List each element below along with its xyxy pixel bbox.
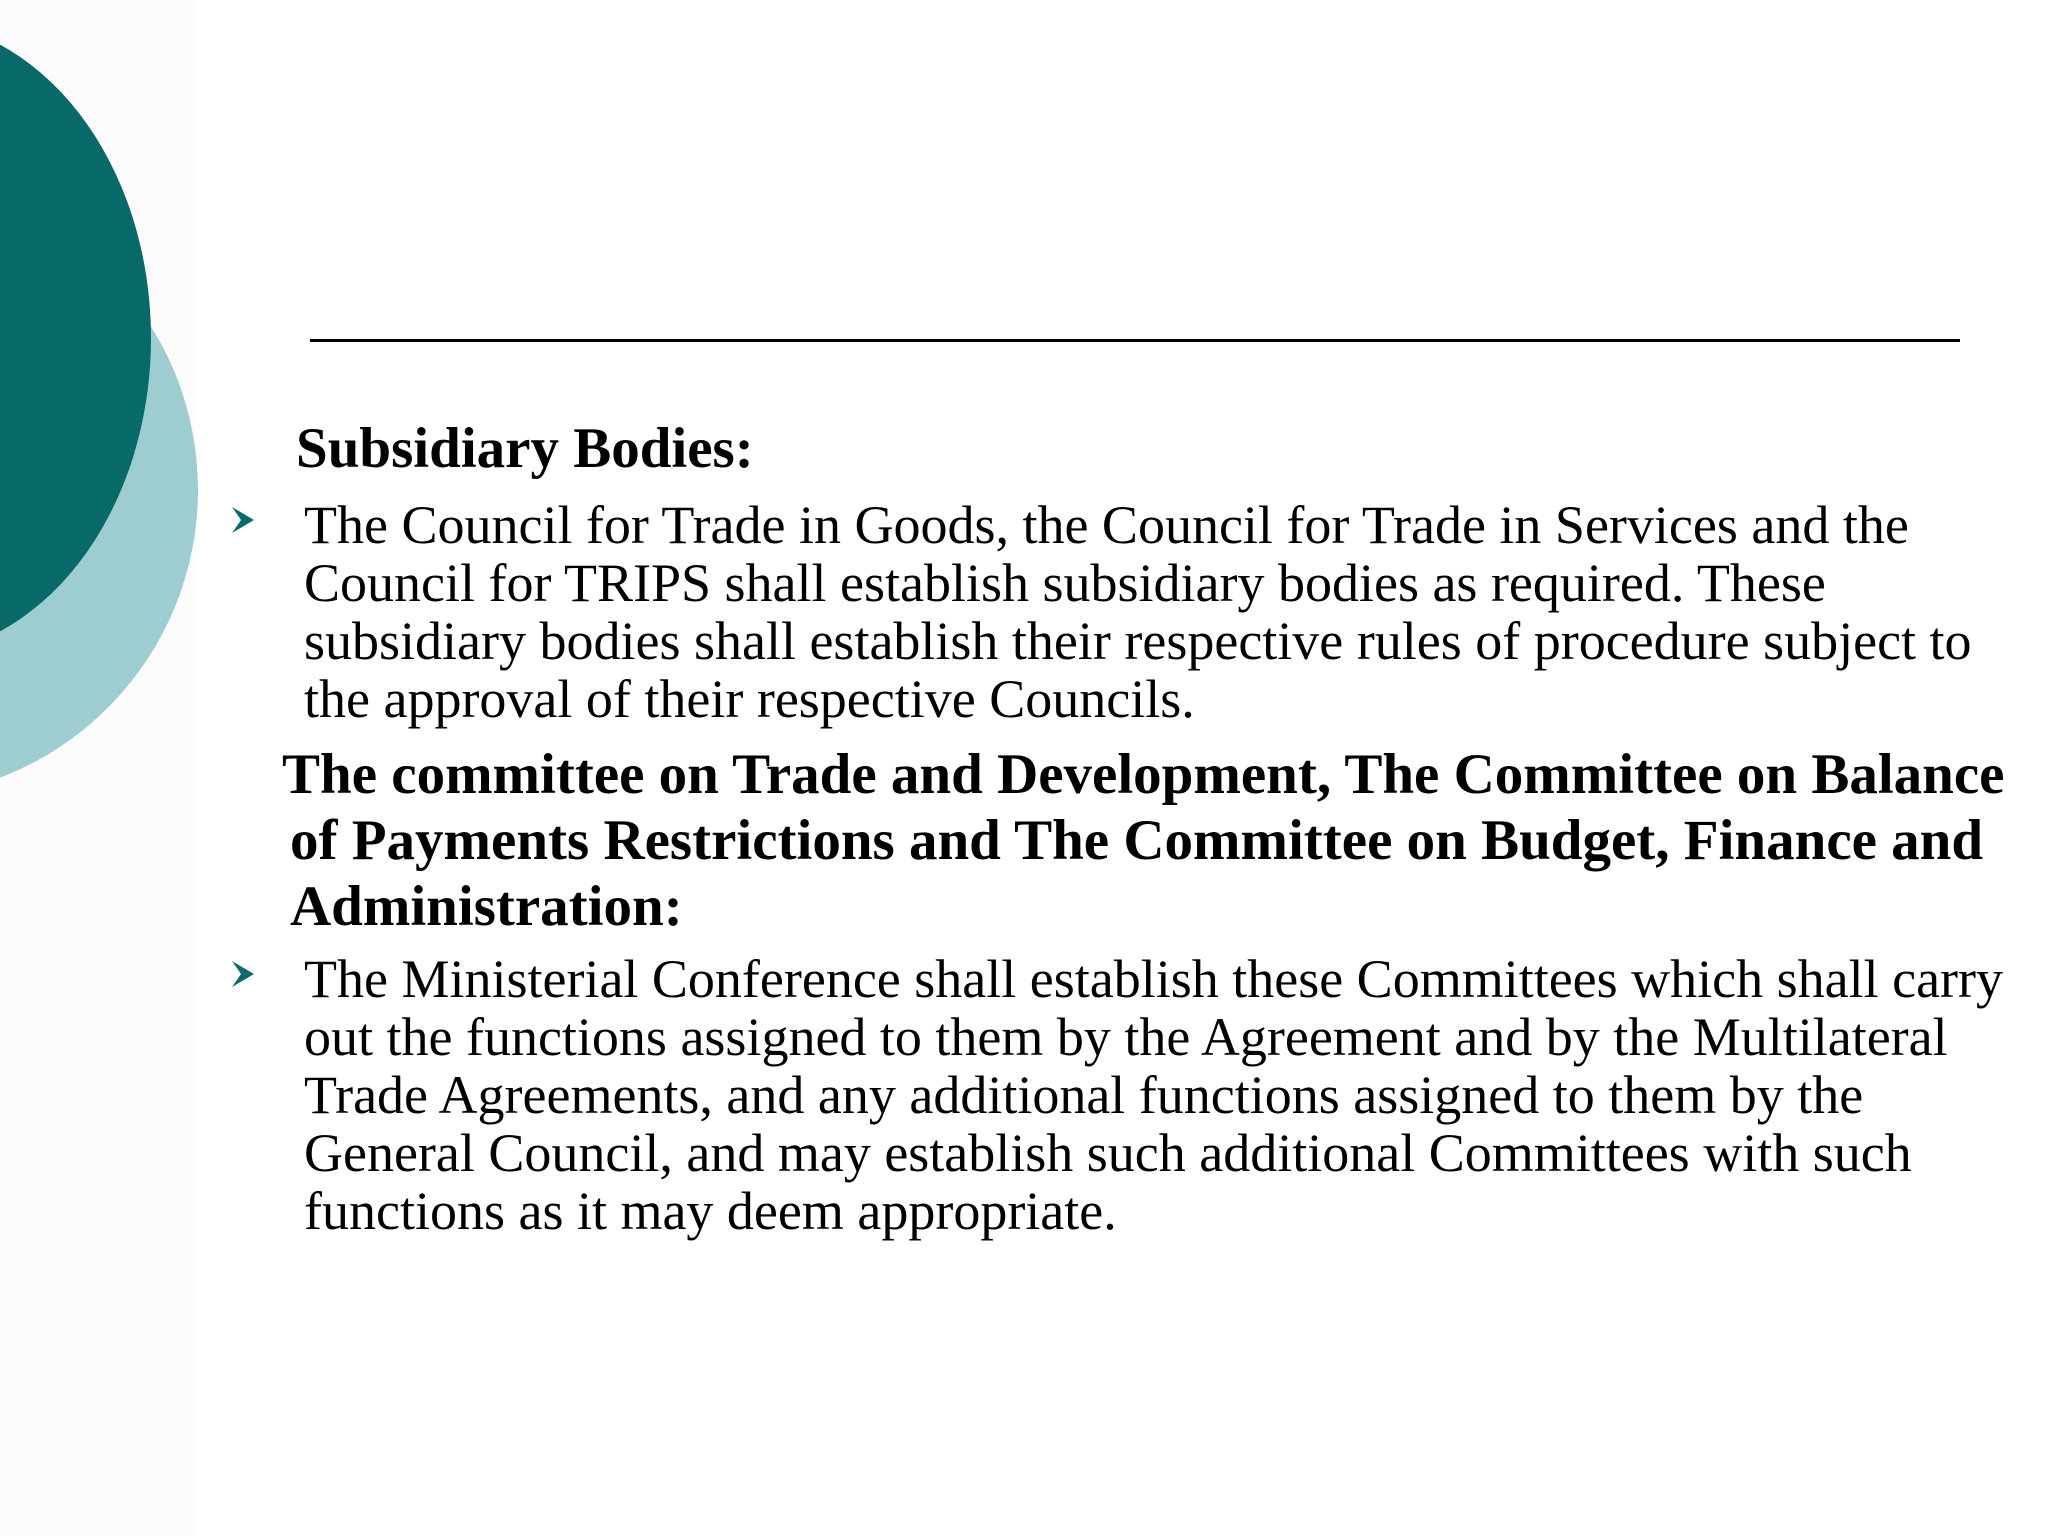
bullet-text: The Ministerial Conference shall establish these Committees which shall carry out the functions assigned to them by the Agreement and by the Multilateral Trade Agreements, and any additional functions assigned to them by the General Council, and may establish such additional Committees with such functions as it may deem appropriate. (304, 949, 2004, 1241)
heading-committees: The committee on Trade and Development, The Committee on Balance of Payments Restrictions and The Committee on Budget, Finance and Administration: (282, 743, 2005, 938)
slide-body (220, 416, 2040, 1240)
bullet-text: The Council for Trade in Goods, the Council for Trade in Services and the Council for TRIPS shall establish subsidiary bodies as required. These subsidiary bodies shall establish their respective rules of procedure subject to the approval of their respective Councils. (304, 495, 1972, 729)
arrowhead-bullet-icon (230, 958, 256, 990)
bullet-item (220, 950, 2040, 1240)
bullet-item (220, 496, 2040, 728)
heading-subsidiary-bodies: Subsidiary Bodies: (296, 417, 754, 480)
title-underline (310, 339, 1960, 342)
arrowhead-bullet-icon (230, 504, 256, 536)
